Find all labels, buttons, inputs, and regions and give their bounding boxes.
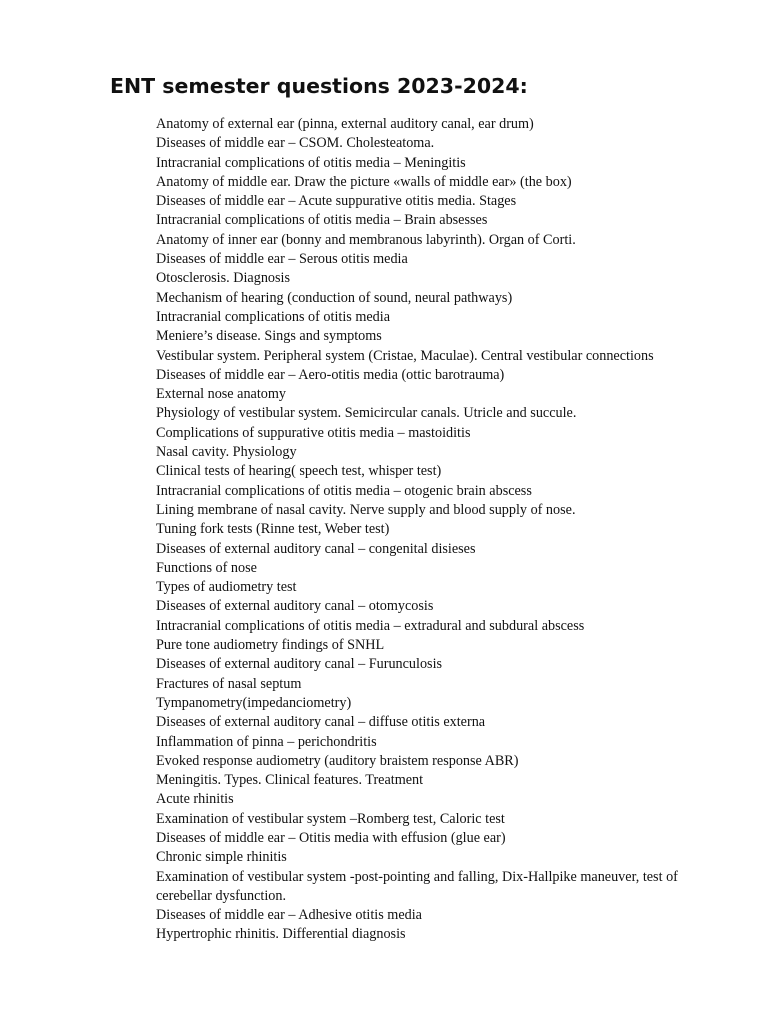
question-text: Evoked response audiometry (auditory braistem response ABR): [156, 752, 519, 769]
question-text: Mechanism of hearing (conduction of sound, neural pathways): [156, 289, 513, 306]
question-text: Diseases of middle ear – Otitis media with effusion (glue ear): [156, 829, 506, 846]
question-text: Functions of nose: [156, 559, 257, 576]
question-text: External nose anatomy: [156, 386, 287, 403]
question-text: Pure tone audiometry findings of SNHL: [156, 637, 385, 654]
question-text: Diseases of middle ear – Serous otitis media: [156, 251, 408, 268]
question-text: Inflammation of pinna – perichondritis: [156, 733, 377, 750]
question-text: Diseases of external auditory canal – diffuse otitis externa: [156, 714, 486, 731]
question-text: Meniere’s disease. Sings and symptoms: [156, 328, 382, 345]
question-text: Vestibular system. Peripheral system (Cristae, Maculae). Central vestibular connections: [156, 347, 654, 364]
question-text: Tympanometry(impedanciometry): [156, 694, 352, 711]
question-text: Lining membrane of nasal cavity. Nerve supply and blood supply of nose.: [156, 501, 576, 518]
question-text: Diseases of external auditory canal – otomycosis: [156, 598, 434, 615]
question-text: Tuning fork tests (Rinne test, Weber test): [156, 521, 390, 538]
question-text: Anatomy of inner ear (bonny and membranous labyrinth). Organ of Corti.: [156, 231, 576, 248]
question-text: Examination of vestibular system -post-pointing and falling, Dix-Hallpike maneuver, test of cerebellar dysfunction.: [156, 868, 678, 904]
question-text: Intracranial complications of otitis media – otogenic brain abscess: [156, 482, 532, 499]
question-text: Intracranial complications of otitis media – Meningitis: [156, 154, 466, 171]
question-text: Examination of vestibular system –Romberg test, Caloric test: [156, 810, 505, 827]
question-text: Intracranial complications of otitis media – Brain absesses: [156, 212, 488, 229]
question-text: Diseases of external auditory canal – congenital disieses: [156, 540, 476, 557]
question-text: Chronic simple rhinitis: [156, 849, 287, 866]
question-text: Diseases of middle ear – CSOM. Cholesteatoma.: [156, 135, 435, 152]
page-title: ENT semester questions 2023-2024:: [110, 74, 528, 98]
question-text: Anatomy of external ear (pinna, external auditory canal, ear drum): [156, 116, 534, 132]
question-text: Clinical tests of hearing( speech test, whisper test): [156, 463, 442, 480]
question-text: Meningitis. Types. Clinical features. Treatment: [156, 772, 424, 789]
question-text: Nasal cavity. Physiology: [156, 444, 297, 461]
question-text: Diseases of middle ear – Aero-otitis media (ottic barotrauma): [156, 366, 505, 383]
question-text: Diseases of middle ear – Adhesive otitis media: [156, 907, 422, 924]
question-text: Complications of suppurative otitis media – mastoiditis: [156, 424, 471, 441]
question-text: Hypertrophic rhinitis. Differential diagnosis: [156, 926, 406, 943]
question-text: Intracranial complications of otitis media: [156, 308, 391, 325]
question-text: Intracranial complications of otitis media – extradural and subdural abscess: [156, 617, 585, 634]
question-text: Diseases of middle ear – Acute suppurative otitis media. Stages: [156, 193, 517, 210]
question-text: Fractures of nasal septum: [156, 675, 302, 692]
question-text: Anatomy of middle ear. Draw the picture «walls of middle ear» (the box): [156, 173, 572, 190]
question-text: Otosclerosis. Diagnosis: [156, 270, 290, 287]
question-text: Acute rhinitis: [156, 791, 234, 808]
question-text: Types of audiometry test: [156, 579, 297, 596]
question-text: Diseases of external auditory canal – Furunculosis: [156, 656, 443, 673]
question-text: Physiology of vestibular system. Semicircular canals. Utricle and succule.: [156, 405, 577, 422]
